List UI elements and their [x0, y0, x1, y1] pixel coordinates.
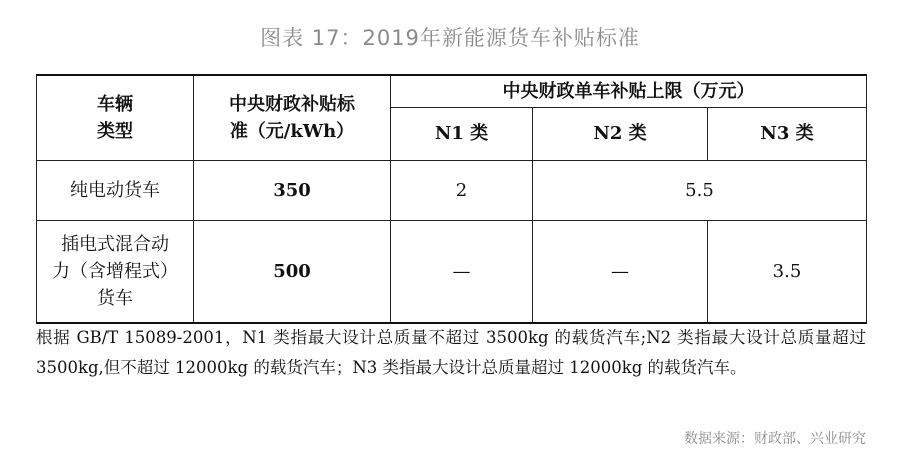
- subsidy-table-container: [36, 74, 866, 324]
- cell-standard: 350: [194, 160, 391, 220]
- header-vehicle-type: 车辆 类型: [37, 75, 194, 160]
- cell-vehicle-type: 纯电动货车: [37, 160, 194, 220]
- figure-title: 图表 17：2019年新能源货车补贴标准: [260, 26, 640, 50]
- header-subsidy-standard: 中央财政补贴标 准（元/kWh）: [194, 75, 391, 160]
- cell-n3: 3.5: [708, 220, 867, 323]
- cell-vehicle-type: 插电式混合动 力（含增程式） 货车: [37, 220, 194, 323]
- cell-n1: —: [391, 220, 533, 323]
- cell-n2-n3: 5.5: [533, 160, 867, 220]
- header-n3: N3 类: [708, 107, 867, 160]
- header-n1: N1 类: [391, 107, 533, 160]
- cell-n2: —: [533, 220, 708, 323]
- cell-standard: 500: [194, 220, 391, 323]
- header-row-1: [37, 75, 867, 107]
- footnote: 根据 GB/T 15089-2001，N1 类指最大设计总质量不超过 3500kg 的载货汽车;N2 类指最大设计总质量超过 3500kg,但不超过 12000kg 的载货汽车；N3 类指最大设计总质量超过 12000kg 的载货汽车。: [36, 328, 866, 377]
- table-row: [37, 220, 867, 323]
- data-source: 数据来源：财政部、兴业研究: [684, 431, 866, 447]
- subsidy-table: [36, 74, 867, 324]
- cell-n1: 2: [391, 160, 533, 220]
- header-subsidy-cap-group: 中央财政单车补贴上限（万元）: [391, 75, 867, 107]
- table-row: [37, 160, 867, 220]
- header-n2: N2 类: [533, 107, 708, 160]
